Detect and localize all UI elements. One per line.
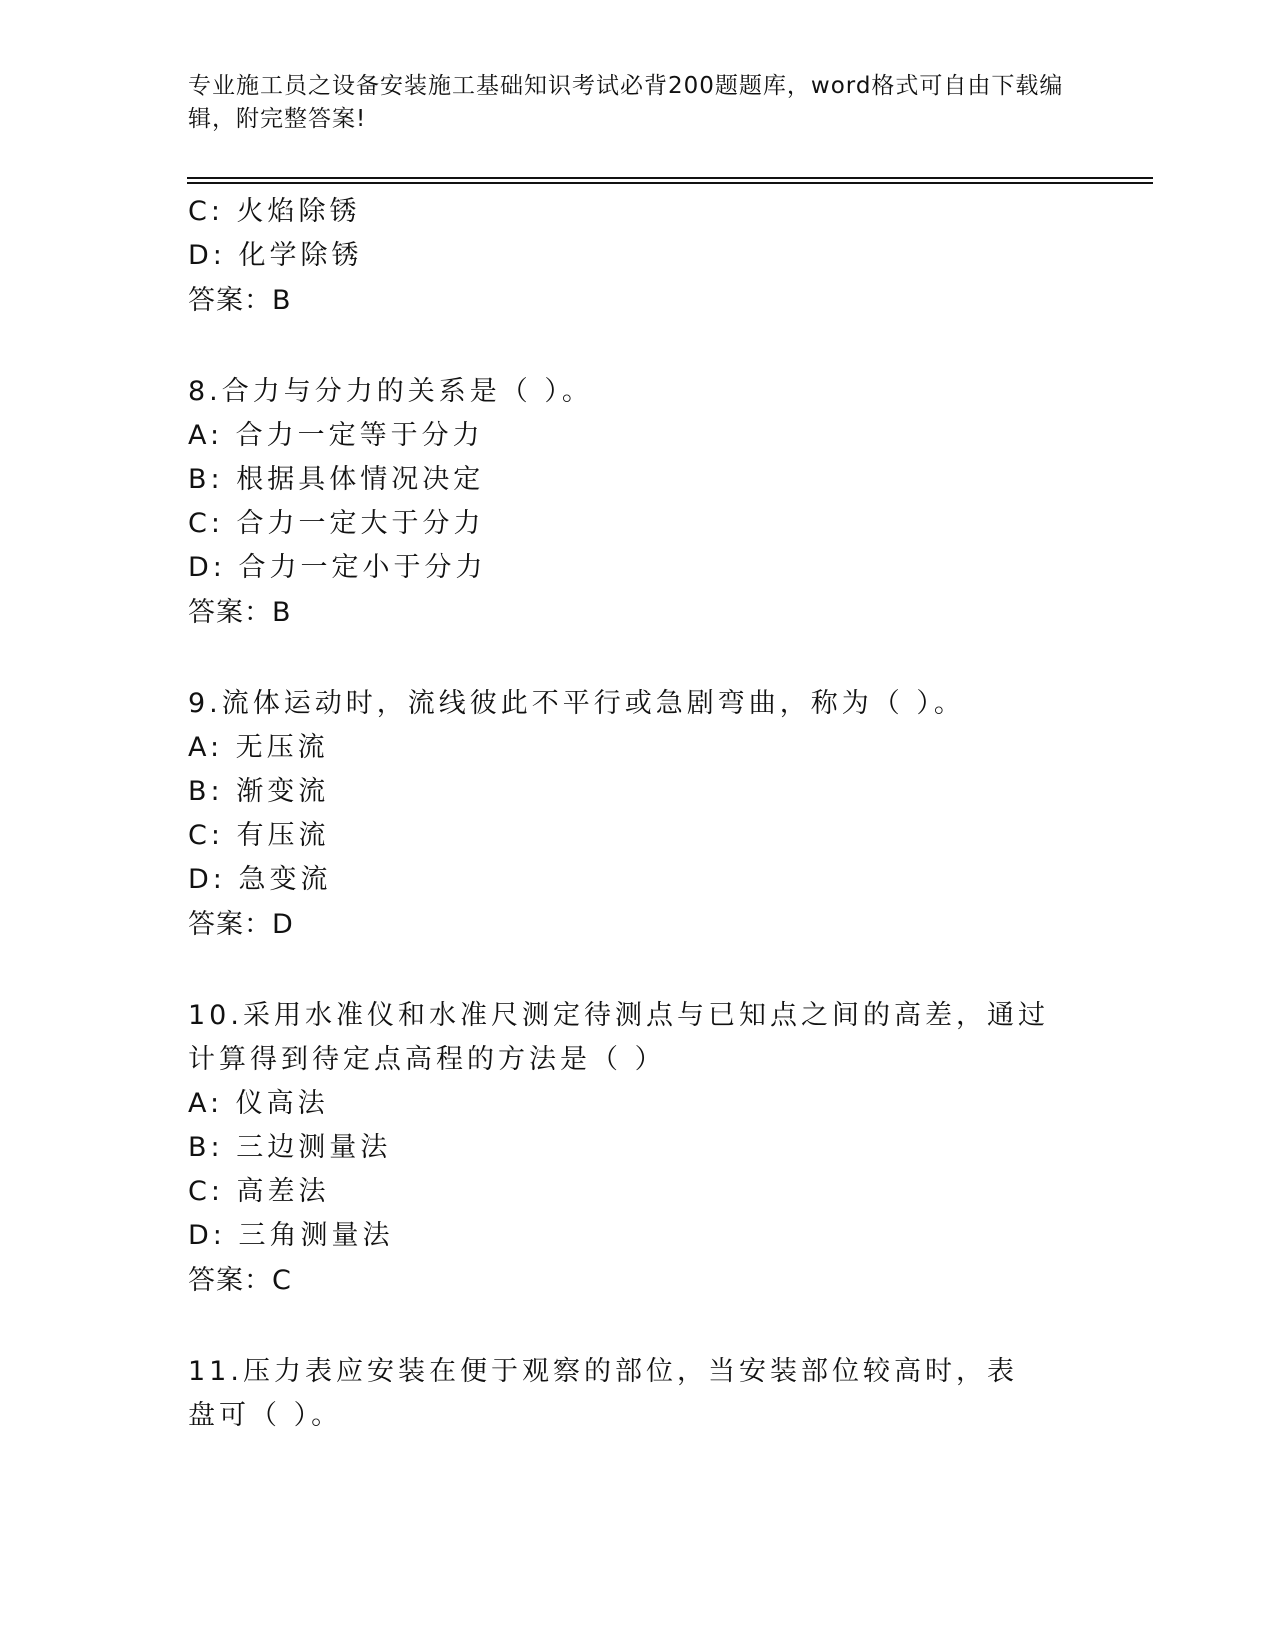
option-d: D: 急变流	[188, 864, 332, 895]
option-a: A: 仪高法	[188, 1088, 329, 1119]
spacer	[188, 324, 1088, 370]
option-b: B: 渐变流	[188, 776, 330, 807]
header-rule-top	[187, 177, 1153, 179]
question-text: 10.采用水准仪和水准尺测定待测点与已知点之间的高差，通过计算得到待定点高程的方法是（ ）	[188, 1000, 1049, 1075]
question-text: 11.压力表应安装在便于观察的部位，当安装部位较高时，表盘可（ ）。	[188, 1356, 1018, 1431]
question-text: 8.合力与分力的关系是（ ）。	[188, 376, 593, 407]
option-a: A: 无压流	[188, 732, 329, 763]
option-d: D: 化学除锈	[188, 240, 363, 271]
option-c: C: 有压流	[188, 820, 330, 851]
option-d: D: 合力一定小于分力	[188, 552, 487, 583]
option-a: A: 合力一定等于分力	[188, 420, 484, 451]
question-block-partial	[188, 190, 1088, 324]
header-rule-bottom	[187, 182, 1153, 184]
answer-line: 答案：D	[188, 909, 294, 940]
question-block-8	[188, 370, 1088, 636]
document-header: 专业施工员之设备安装施工基础知识考试必背200题题库，word格式可自由下载编辑，附完整答案!	[188, 73, 1064, 132]
spacer	[188, 636, 1088, 682]
answer-line: 答案：B	[188, 597, 292, 628]
document-body	[188, 190, 1088, 1438]
option-b: B: 根据具体情况决定	[188, 464, 485, 495]
option-c: C: 火焰除锈	[188, 196, 361, 227]
question-block-9	[188, 682, 1088, 948]
option-d: D: 三角测量法	[188, 1220, 394, 1251]
option-c: C: 合力一定大于分力	[188, 508, 485, 539]
spacer	[188, 948, 1088, 994]
answer-line: 答案：C	[188, 1265, 292, 1296]
option-b: B: 三边测量法	[188, 1132, 392, 1163]
answer-line: 答案：B	[188, 285, 292, 316]
question-block-10	[188, 994, 1088, 1304]
question-text: 9.流体运动时，流线彼此不平行或急剧弯曲，称为（ ）。	[188, 688, 965, 719]
option-c: C: 高差法	[188, 1176, 330, 1207]
question-block-11	[188, 1350, 1088, 1438]
spacer	[188, 1304, 1088, 1350]
